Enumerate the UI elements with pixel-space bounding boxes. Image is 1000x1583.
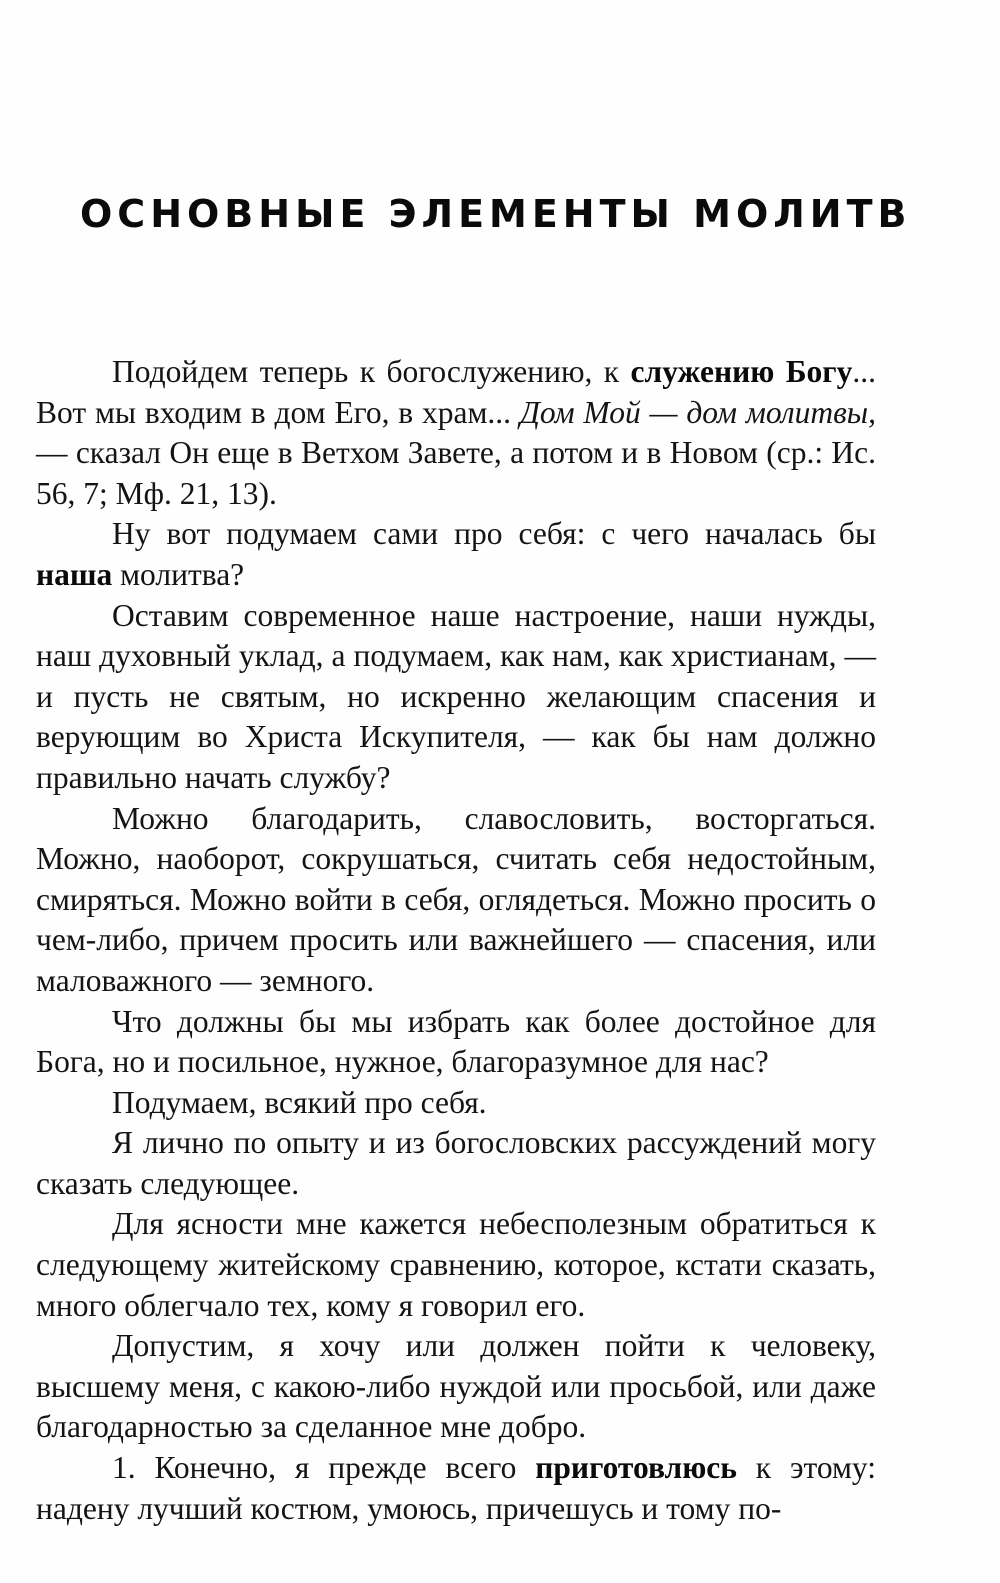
paragraph-7: Я лично по опыту и из богословских рассуждений могу сказать следующее.	[36, 1125, 876, 1201]
paragraph-6: Подумаем, всякий про себя.	[112, 1084, 487, 1120]
paragraph-text: — сказал Он еще в Ветхом Завете, а потом и в Новом (ср.: Ис. 56, 7; Мф. 21, 13).	[36, 435, 876, 511]
paragraph-4: Можно благодарить, славословить, восторгаться. Можно, наоборот, сокрушаться, считать себя недостойным, смиряться. Можно войти в себя, оглядеться. Можно просить о чем-либо, причем просить или важнейшего — спасения, или маловажного — земного.	[36, 800, 876, 998]
body-text	[36, 352, 876, 1529]
paragraph-1	[36, 352, 876, 514]
paragraph-text: 1. Конечно, я прежде всего	[112, 1450, 536, 1486]
paragraph-5: Что должны бы мы избрать как более достойное для Бога, но и посильное, нужное, благоразумное для нас?	[36, 1003, 876, 1080]
paragraph-text: ... Вот мы входим в дом Его, в храм...	[36, 354, 876, 430]
chapter-heading: ОСНОВНЫЕ ЭЛЕМЕНТЫ МОЛИТВ	[80, 192, 912, 236]
paragraph-10	[36, 1448, 876, 1529]
paragraph-8: Для ясности мне кажется небесполезным обратиться к следующему житейскому сравнению, которое, кстати сказать, много облегчало тех, кому я говорил его.	[36, 1206, 876, 1323]
paragraph-text: молитва?	[112, 556, 245, 592]
bold-phrase: служению Богу	[630, 354, 853, 389]
bold-phrase: наша	[36, 556, 113, 592]
paragraph-9: Допустим, я хочу или должен пойти к человеку, высшему меня, с какою-либо нуждой или просьбой, или даже благодарностью за сделанное мне добро.	[36, 1328, 876, 1445]
italic-quote: Дом Мой — дом молитвы,	[519, 394, 876, 430]
paragraph-3: Оставим современное наше настроение, наши нужды, наш духовный уклад, а подумаем, как нам, как христианам, — и пусть не святым, но искренно желающим спасения и верующим во Христа Искупителя, — как бы нам должно правильно начать службу?	[36, 597, 876, 795]
paragraph-text: к этому: надену лучший костюм, умоюсь, причешусь и тому по-	[36, 1450, 876, 1526]
paragraph-2	[36, 514, 876, 595]
bold-phrase: приготовлюсь	[535, 1450, 737, 1486]
paragraph-text: Подойдем теперь к богослужению, к	[112, 354, 631, 389]
paragraph-text: Ну вот подумаем сами про себя: с чего началась бы	[112, 516, 876, 552]
